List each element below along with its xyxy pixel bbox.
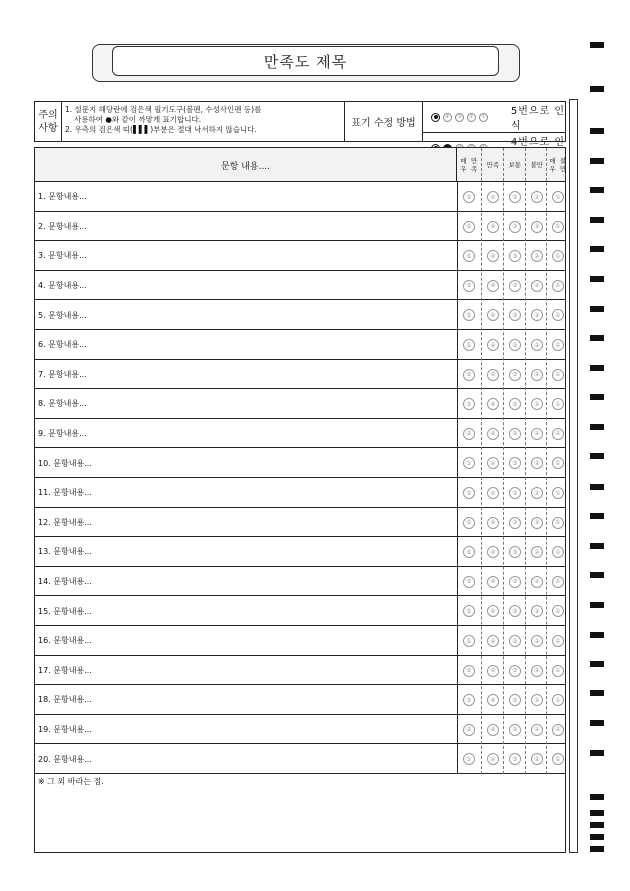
- answer-bubble-5[interactable]: ⑤: [463, 694, 475, 706]
- scale-header-text: 불만: [560, 157, 567, 173]
- column-divider: [457, 419, 458, 449]
- question-text: 15. 문항내용...: [38, 606, 92, 616]
- answer-bubble-3[interactable]: ③: [509, 665, 521, 677]
- bubble-2-icon: ②: [467, 113, 476, 122]
- question-row: [35, 330, 565, 360]
- timing-mark: [590, 187, 604, 193]
- timing-mark: [590, 86, 604, 92]
- timing-mark: [590, 128, 604, 134]
- scale-header-2: [526, 148, 548, 182]
- answer-bubble-5[interactable]: ⑤: [463, 428, 475, 440]
- answer-bubble-5[interactable]: ⑤: [463, 753, 475, 765]
- answer-bubble-1[interactable]: ①: [552, 605, 564, 617]
- answer-bubble-1[interactable]: ①: [552, 309, 564, 321]
- question-text: 4. 문항내용...: [38, 281, 87, 291]
- answer-bubble-3[interactable]: ③: [509, 546, 521, 558]
- answer-bubble-4[interactable]: ④: [487, 546, 499, 558]
- answer-bubble-3[interactable]: ③: [509, 369, 521, 381]
- answer-bubble-2[interactable]: ②: [531, 191, 543, 203]
- column-divider: [457, 744, 458, 774]
- answer-bubble-1[interactable]: ①: [552, 339, 564, 351]
- instruction-line2: 사용하여 ●와 같이 까맣게 표기합니다.: [74, 115, 202, 124]
- timing-mark: [590, 276, 604, 282]
- question-text: 17. 문항내용...: [38, 665, 92, 675]
- answer-bubble-1[interactable]: ①: [552, 457, 564, 469]
- column-divider: [457, 478, 458, 508]
- timing-mark: [590, 794, 604, 800]
- timing-mark: [590, 543, 604, 549]
- answer-bubble-3[interactable]: ③: [509, 487, 521, 499]
- question-text: 12. 문항내용...: [38, 517, 92, 527]
- answer-bubble-2[interactable]: ②: [531, 221, 543, 233]
- question-row: [35, 241, 565, 271]
- answer-bubble-5[interactable]: ⑤: [463, 517, 475, 529]
- answer-bubble-5[interactable]: ⑤: [463, 191, 475, 203]
- answer-bubble-1[interactable]: ①: [552, 369, 564, 381]
- instructions: [62, 102, 345, 141]
- question-row: [35, 389, 565, 419]
- timing-mark: [590, 846, 604, 852]
- scale-header-text: 보통: [508, 161, 522, 169]
- question-text: 2. 문항내용...: [38, 221, 87, 231]
- answer-bubble-4[interactable]: ④: [487, 398, 499, 410]
- timing-mark: [590, 572, 604, 578]
- answer-bubble-3[interactable]: ③: [509, 576, 521, 588]
- answer-bubble-5[interactable]: ⑤: [463, 605, 475, 617]
- caution-label: [35, 102, 62, 141]
- answer-bubble-4[interactable]: ④: [487, 309, 499, 321]
- instruction-line3: 2. 우측의 검은색 띠(▌▌▌)부분은 절대 낙서하지 않습니다.: [65, 125, 257, 134]
- answer-bubble-2[interactable]: ②: [531, 428, 543, 440]
- timing-mark: [590, 632, 604, 638]
- answer-bubble-5[interactable]: ⑤: [463, 635, 475, 647]
- answer-bubble-5[interactable]: ⑤: [463, 576, 475, 588]
- answer-bubble-3[interactable]: ③: [509, 191, 521, 203]
- answer-bubble-5[interactable]: ⑤: [463, 546, 475, 558]
- answer-bubble-2[interactable]: ②: [531, 250, 543, 262]
- example2-label: 4번으로 인: [510, 137, 566, 148]
- answer-bubble-4[interactable]: ④: [487, 191, 499, 203]
- scale-header-text: 만족: [486, 161, 500, 169]
- answer-bubble-1[interactable]: ①: [552, 517, 564, 529]
- answer-bubble-3[interactable]: ③: [509, 724, 521, 736]
- answer-bubble-2[interactable]: ②: [531, 339, 543, 351]
- scale-header-3: [504, 148, 526, 182]
- timing-mark: [590, 720, 604, 726]
- additional-comments-label: ※ 그 외 바라는 점.: [38, 777, 104, 786]
- question-header: 문항 내용....: [35, 148, 457, 182]
- answer-bubble-5[interactable]: ⑤: [463, 369, 475, 381]
- answer-bubble-5[interactable]: ⑤: [463, 724, 475, 736]
- timing-mark: [590, 602, 604, 608]
- answer-bubble-2[interactable]: ②: [531, 724, 543, 736]
- question-row: [35, 300, 565, 330]
- answer-bubble-4[interactable]: ④: [487, 457, 499, 469]
- right-rail: [569, 99, 578, 853]
- column-divider: [457, 300, 458, 330]
- answer-bubble-1[interactable]: ①: [552, 724, 564, 736]
- timing-mark: [590, 394, 604, 400]
- bubble-3-icon: ③: [455, 113, 464, 122]
- bubble-4-icon: ④: [443, 113, 452, 122]
- answer-bubble-5[interactable]: ⑤: [463, 665, 475, 677]
- answer-bubble-3[interactable]: ③: [509, 309, 521, 321]
- scale-column-divider: [546, 148, 547, 774]
- question-row: [35, 212, 565, 242]
- survey-table: [34, 147, 566, 853]
- question-text: 16. 문항내용...: [38, 636, 92, 646]
- answer-bubble-4[interactable]: ④: [487, 753, 499, 765]
- scale-header-text: 만족: [471, 157, 478, 173]
- answer-bubble-3[interactable]: ③: [509, 398, 521, 410]
- answer-bubble-1[interactable]: ①: [552, 191, 564, 203]
- answer-bubble-5[interactable]: ⑤: [463, 221, 475, 233]
- question-text: 13. 문항내용...: [38, 547, 92, 557]
- answer-bubble-1[interactable]: ①: [552, 753, 564, 765]
- timing-mark: [590, 246, 604, 252]
- example-row-5: [423, 102, 565, 132]
- question-text: 19. 문항내용...: [38, 725, 92, 735]
- column-divider: [457, 330, 458, 360]
- column-divider: [457, 508, 458, 538]
- answer-bubble-4[interactable]: ④: [487, 487, 499, 499]
- answer-bubble-3[interactable]: ③: [509, 221, 521, 233]
- timing-mark: [590, 453, 604, 459]
- timing-mark: [590, 306, 604, 312]
- answer-bubble-2[interactable]: ②: [531, 694, 543, 706]
- question-row: [35, 182, 565, 212]
- answer-bubble-3[interactable]: ③: [509, 605, 521, 617]
- column-divider: [457, 537, 458, 567]
- timing-mark: [590, 335, 604, 341]
- question-text: 14. 문항내용...: [38, 577, 92, 587]
- answer-bubble-2[interactable]: ②: [531, 457, 543, 469]
- answer-bubble-2[interactable]: ②: [531, 753, 543, 765]
- answer-bubble-4[interactable]: ④: [487, 694, 499, 706]
- notice-box: [34, 101, 566, 148]
- answer-bubble-2[interactable]: ②: [531, 605, 543, 617]
- answer-bubble-4[interactable]: ④: [487, 605, 499, 617]
- answer-bubble-3[interactable]: ③: [509, 517, 521, 529]
- column-divider: [457, 596, 458, 626]
- answer-bubble-4[interactable]: ④: [487, 665, 499, 677]
- question-text: 5. 문항내용...: [38, 310, 87, 320]
- column-divider: [457, 271, 458, 301]
- answer-bubble-3[interactable]: ③: [509, 753, 521, 765]
- column-divider: [457, 715, 458, 745]
- question-row: [35, 448, 565, 478]
- answer-bubble-4[interactable]: ④: [487, 576, 499, 588]
- answer-bubble-1[interactable]: ①: [552, 487, 564, 499]
- marked-bubble-icon: [431, 113, 440, 122]
- answer-bubble-3[interactable]: ③: [509, 694, 521, 706]
- answer-bubble-2[interactable]: ②: [531, 576, 543, 588]
- scale-column-divider: [525, 148, 526, 774]
- answer-bubble-2[interactable]: ②: [531, 665, 543, 677]
- question-row: [35, 537, 565, 567]
- question-row: [35, 685, 565, 715]
- timing-mark: [590, 42, 604, 48]
- answer-bubble-4[interactable]: ④: [487, 635, 499, 647]
- answer-bubble-3[interactable]: ③: [509, 339, 521, 351]
- answer-bubble-2[interactable]: ②: [531, 398, 543, 410]
- answer-bubble-4[interactable]: ④: [487, 250, 499, 262]
- answer-bubble-1[interactable]: ①: [552, 576, 564, 588]
- question-text: 20. 문항내용...: [38, 754, 92, 764]
- correction-examples: [423, 102, 566, 148]
- answer-bubble-2[interactable]: ②: [531, 517, 543, 529]
- scale-header-text: 매우: [460, 157, 467, 173]
- answer-bubble-3[interactable]: ③: [509, 428, 521, 440]
- bubble-1-icon: ①: [479, 113, 488, 122]
- timing-mark: [590, 661, 604, 667]
- answer-bubble-4[interactable]: ④: [487, 280, 499, 292]
- answer-bubble-1[interactable]: ①: [552, 398, 564, 410]
- timing-mark: [590, 690, 604, 696]
- timing-mark: [590, 158, 604, 164]
- column-divider: [457, 567, 458, 597]
- column-divider: [457, 626, 458, 656]
- question-row: [35, 360, 565, 390]
- scale-column-divider: [503, 148, 504, 774]
- answer-bubble-2[interactable]: ②: [531, 309, 543, 321]
- answer-bubble-1[interactable]: ①: [552, 280, 564, 292]
- column-divider: [457, 241, 458, 271]
- timing-mark: [590, 750, 604, 756]
- page-title: 만족도 제목: [112, 46, 499, 76]
- scale-header-text: 불만: [530, 161, 544, 169]
- answer-bubble-3[interactable]: ③: [509, 250, 521, 262]
- question-row: [35, 715, 565, 745]
- question-row: [35, 271, 565, 301]
- answer-bubble-5[interactable]: ⑤: [463, 398, 475, 410]
- answer-bubble-1[interactable]: ①: [552, 635, 564, 647]
- answer-bubble-4[interactable]: ④: [487, 517, 499, 529]
- answer-bubble-2[interactable]: ②: [531, 280, 543, 292]
- question-row: [35, 596, 565, 626]
- answer-bubble-1[interactable]: ①: [552, 546, 564, 558]
- answer-bubble-4[interactable]: ④: [487, 428, 499, 440]
- question-text: 10. 문항내용...: [38, 458, 92, 468]
- question-text: 11. 문항내용...: [38, 488, 92, 498]
- scale-header-1: [547, 148, 569, 182]
- question-row: [35, 656, 565, 686]
- timing-mark: [590, 365, 604, 371]
- correction-method-label: 표기 수정 방법: [345, 102, 423, 141]
- timing-mark: [590, 810, 604, 816]
- question-text: 18. 문항내용...: [38, 695, 92, 705]
- question-row: [35, 508, 565, 538]
- answer-bubble-2[interactable]: ②: [531, 546, 543, 558]
- answer-bubble-5[interactable]: ⑤: [463, 309, 475, 321]
- answer-bubble-5[interactable]: ⑤: [463, 339, 475, 351]
- question-text: 8. 문항내용...: [38, 399, 87, 409]
- column-divider: [457, 448, 458, 478]
- timing-mark: [590, 834, 604, 840]
- timing-mark: [590, 513, 604, 519]
- scale-header-5: [458, 148, 480, 182]
- answer-bubble-3[interactable]: ③: [509, 457, 521, 469]
- question-text: 3. 문항내용...: [38, 251, 87, 261]
- answer-bubble-1[interactable]: ①: [552, 250, 564, 262]
- column-divider: [457, 389, 458, 419]
- answer-bubble-1[interactable]: ①: [552, 221, 564, 233]
- answer-bubble-4[interactable]: ④: [487, 724, 499, 736]
- table-header: [35, 148, 565, 182]
- answer-bubble-2[interactable]: ②: [531, 635, 543, 647]
- answer-bubble-1[interactable]: ①: [552, 428, 564, 440]
- timing-mark: [590, 424, 604, 430]
- instruction-line1: 1. 설문지 해당란에 검은색 필기도구(볼펜, 수성사인펜 등)를: [65, 105, 262, 114]
- caution-label-line1: 주의: [38, 109, 58, 121]
- scale-header-text: 매우: [549, 157, 556, 173]
- answer-bubble-5[interactable]: ⑤: [463, 487, 475, 499]
- question-row: [35, 567, 565, 597]
- timing-mark: [590, 484, 604, 490]
- question-text: 7. 문항내용...: [38, 369, 87, 379]
- column-divider: [457, 685, 458, 715]
- scale-column-divider: [481, 148, 482, 774]
- question-row: [35, 626, 565, 656]
- question-text: 1. 문항내용...: [38, 192, 87, 202]
- answer-bubble-5[interactable]: ⑤: [463, 457, 475, 469]
- answer-bubble-1[interactable]: ①: [552, 665, 564, 677]
- column-divider: [457, 360, 458, 390]
- answer-bubble-5[interactable]: ⑤: [463, 280, 475, 292]
- answer-bubble-2[interactable]: ②: [531, 487, 543, 499]
- answer-bubble-1[interactable]: ①: [552, 694, 564, 706]
- question-row: [35, 419, 565, 449]
- answer-bubble-3[interactable]: ③: [509, 635, 521, 647]
- answer-bubble-4[interactable]: ④: [487, 369, 499, 381]
- timing-mark: [590, 822, 604, 828]
- scale-header-4: [482, 148, 504, 182]
- example1-label: 5번으로 인식: [510, 106, 566, 132]
- answer-bubble-2[interactable]: ②: [531, 369, 543, 381]
- column-divider: [457, 182, 458, 212]
- question-text: 9. 문항내용...: [38, 429, 87, 439]
- question-row: [35, 478, 565, 508]
- column-divider: [457, 656, 458, 686]
- answer-bubble-4[interactable]: ④: [487, 221, 499, 233]
- answer-bubble-4[interactable]: ④: [487, 339, 499, 351]
- timing-mark: [590, 217, 604, 223]
- question-text: 6. 문항내용...: [38, 340, 87, 350]
- answer-bubble-3[interactable]: ③: [509, 280, 521, 292]
- column-divider: [457, 212, 458, 242]
- answer-bubble-5[interactable]: ⑤: [463, 250, 475, 262]
- question-row: [35, 744, 565, 774]
- caution-label-line2: 사항: [38, 122, 58, 134]
